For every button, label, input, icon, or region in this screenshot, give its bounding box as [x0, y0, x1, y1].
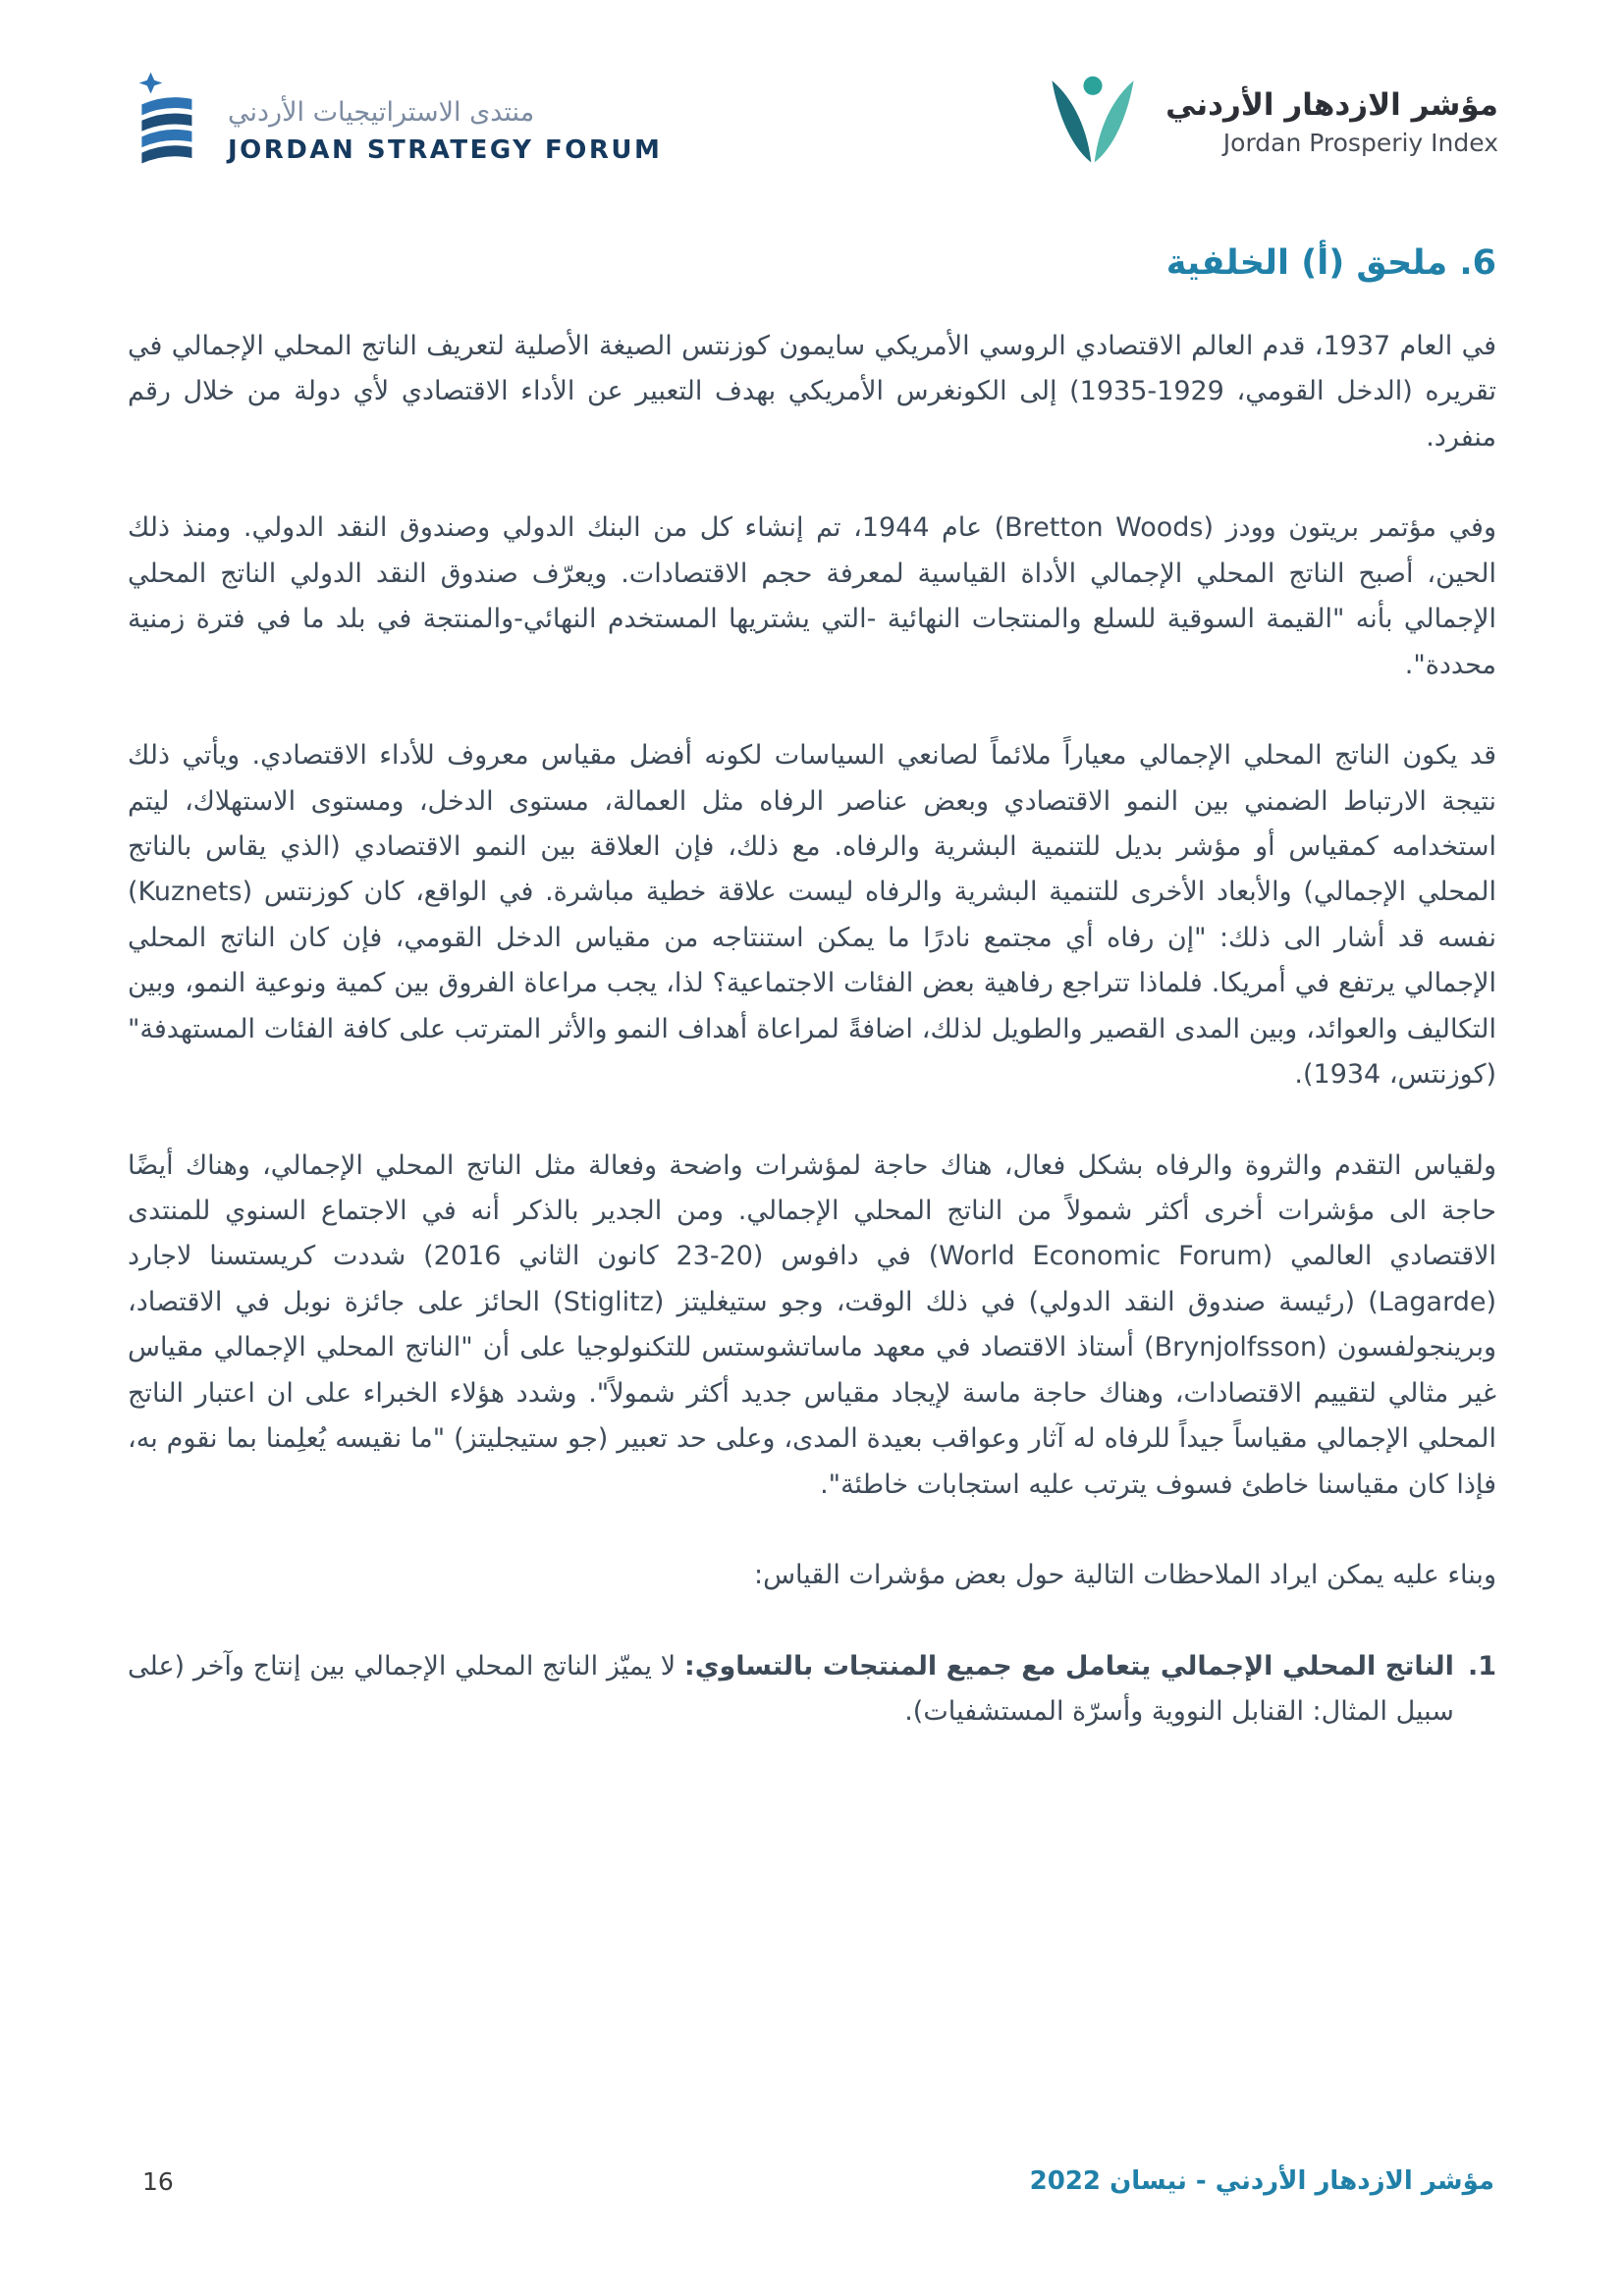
list-item-bold-lead: الناتج المحلي الإجمالي يتعامل مع جميع المنتجات بالتساوي:	[683, 1650, 1454, 1682]
jpi-logo-text	[1165, 87, 1498, 157]
paragraph-1: في العام 1937، قدم العالم الاقتصادي الروسي الأمريكي سايمون كوزنتس الصيغة الأصلية لتعريف الناتج المحلي الإجمالي في تقريره (الدخل القومي، 1929-1935) إلى الكونغرس الأمريكي بهدف التعبير عن الأداء الاقتصادي لأي دولة من خلال رقم منفرد.	[128, 331, 1496, 453]
paragraph-4: ولقياس التقدم والثروة والرفاه بشكل فعال، هناك حاجة لمؤشرات واضحة وفعالة مثل الناتج المحلي الإجمالي، وهناك أيضًا حاجة الى مؤشرات أخرى أكثر شمولاً من الناتج المحلي الإجمالي. ومن الجدير بالذكر أنه في الاجتماع السنوي للمنتدى الاقتصادي العالمي (World Economic Forum) في دافوس (20-23 كانون الثاني 2016) شددت كريستسنا لاجارد (Lagarde) (رئيسة صندوق النقد الدولي) في ذلك الوقت، وجو ستيغليتز (Stiglitz) الحائز على جائزة نوبل في الاقتصاد، وبرينجولفسون (Brynjolfsson) أستاذ الاقتصاد في معهد ماساتشوستس للتكنولوجيا على أن "الناتج المحلي الإجمالي مقياس غير مثالي لتقييم الاقتصادات، وهناك حاجة ماسة لإيجاد مقياس جديد أكثر شمولاً". وشدد هؤلاء الخبراء على ان اعتبار الناتج المحلي الإجمالي مقياساً جيداً للرفاه له آثار وعواقب بعيدة المدى، وعلى حد تعبير (جو ستيجليتز) "ما نقيسه يُعلِمنا بما نقوم به، فإذا كان مقياسنا خاطئ فسوف يترتب عليه استجابات خاطئة".	[128, 1149, 1496, 1500]
page-footer	[142, 2166, 1494, 2196]
section-title: 6. ملحق (أ) الخلفية	[1165, 243, 1496, 283]
jsf-logo-text	[228, 97, 662, 165]
notes-intro: وبناء عليه يمكن ايراد الملاحظات التالية حول بعض مؤشرات القياس:	[754, 1560, 1496, 1591]
paragraph-2: وفي مؤتمر بريتون وودز (Bretton Woods) عام 1944، تم إنشاء كل من البنك الدولي وصندوق النقد الدولي. ومنذ ذلك الحين، أصبح الناتج المحلي الإجمالي الأداة القياسية لمعرفة حجم الاقتصادات. ويعرّف صندوق النقد الدولي الناتج المحلي الإجمالي بأنه "القيمة السوقية للسلع والمنتجات النهائية -التي يشتريها المستخدم النهائي-والمنتجة في بلد ما في فترة زمنية محددة".	[128, 512, 1496, 680]
jordan-prosperity-index-logo	[1042, 69, 1498, 175]
numbered-list-item-1	[128, 1644, 1496, 1735]
jsf-logo-english-name: JORDAN STRATEGY FORUM	[228, 134, 663, 165]
footer-report-title: مؤشر الازدهار الأردني - نيسان 2022	[1029, 2166, 1494, 2196]
list-item-body	[128, 1644, 1454, 1735]
jpi-logo-english-name: Jordan Prosperiy Index	[1222, 128, 1498, 157]
jpi-leaf-person-icon	[1042, 69, 1144, 175]
jsf-ribbon-star-icon	[126, 69, 206, 192]
jpi-logo-arabic-name: مؤشر الازدهار الأردني	[1165, 86, 1498, 123]
page-header	[0, 0, 1624, 192]
paragraph-3: قد يكون الناتج المحلي الإجمالي معياراً ملائماً لصانعي السياسات لكونه أفضل مقياس معروف للأداء الاقتصادي. ويأتي ذلك نتيجة الارتباط الضمني بين النمو الاقتصادي وبعض عناصر الرفاه مثل العمالة، مستوى الدخل، ومستوى الاستهلاك، ليتم استخدامه كمقياس أو مؤشر بديل للتنمية البشرية والرفاه. مع ذلك، فإن العلاقة بين النمو الاقتصادي (الذي يقاس بالناتج المحلي الإجمالي) والأبعاد الأخرى للتنمية البشرية والرفاه ليست علاقة خطية مباشرة. في الواقع، كان كوزنتس (Kuznets) نفسه قد أشار الى ذلك: "إن رفاه أي مجتمع نادرًا ما يمكن استنتاجه من مقياس الدخل القومي، فإن كان الناتج المحلي الإجمالي يرتفع في أمريكا. فلماذا تتراجع رفاهية بعض الفئات الاجتماعية؟ لذا، يجب مراعاة الفروق بين كمية ونوعية النمو، وبين التكاليف والعوائد، وبين المدى القصير والطويل لذلك، اضافةً لمراعاة أهداف النمو والأثر المترتب على كافة الفئات المستهدفة" (كوزنتس، 1934).	[128, 740, 1496, 1091]
list-item-text: لا يميّز الناتج المحلي الإجمالي بين إنتاج وآخر (على سبيل المثال: القنابل النووية وأسرّة المستشفيات).	[128, 1650, 1454, 1727]
jordan-strategy-forum-logo	[126, 69, 662, 192]
list-item-number: 1.	[1467, 1650, 1496, 1682]
page-number: 16	[142, 2166, 174, 2196]
document-body	[0, 192, 1624, 1735]
jsf-logo-arabic-name: منتدى الاستراتيجيات الأردني	[228, 96, 535, 128]
